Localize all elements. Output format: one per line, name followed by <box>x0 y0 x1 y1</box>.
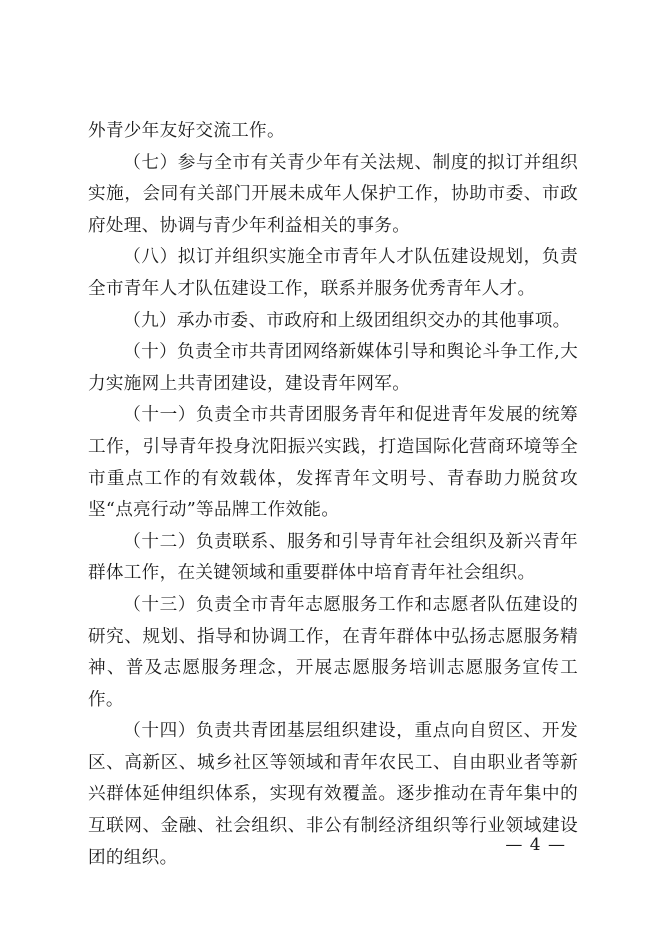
paragraph-item-11: （十一）负责全市共青团服务青年和促进青年发展的统筹工作，引导青年投身沈阳振兴实践，打造国际化营商环境等全市重点工作的有效载体，发挥青年文明号、青春助力脱贫攻坚“点亮行动”等品牌工作效能。 <box>88 405 578 521</box>
body-text <box>88 116 578 874</box>
paragraph-item-8: （八）拟订并组织实施全市青年人才队伍建设规划，负责全市青年人才队伍建设工作，联系并服务优秀青年人才。 <box>88 247 578 299</box>
paragraph-item-7: （七）参与全市有关青少年有关法规、制度的拟订并组织实施，会同有关部门开展未成年人保护工作，协助市委、市政府处理、协调与青少年利益相关的事务。 <box>88 152 578 236</box>
paragraph-item-13: （十三）负责全市青年志愿服务工作和志愿者队伍建设的研究、规划、指导和协调工作，在青年群体中弘扬志愿服务精神、普及志愿服务理念，开展志愿服务培训志愿服务宣传工作。 <box>88 594 578 710</box>
paragraph-item-9: （九）承办市委、市政府和上级团组织交办的其他事项。 <box>123 310 571 331</box>
page-number: — 4 — <box>505 835 566 855</box>
paragraph-item-12: （十二）负责联系、服务和引导青年社会组织及新兴青年群体工作，在关键领域和重要群体中培育青年社会组织。 <box>88 531 578 584</box>
paragraph-continuation: 外青少年友好交流工作。 <box>88 121 285 141</box>
paragraph-item-10: （十）负责全市共青团网络新媒体引导和舆论斗争工作,大力实施网上共青团建设，建设青年网军。 <box>88 342 578 394</box>
paragraph-item-14: （十四）负责共青团基层组织建设，重点向自贸区、开发区、高新区、城乡社区等领域和青年农民工、自由职业者等新兴群体延伸组织体系，实现有效覆盖。逐步推动在青年集中的互联网、金融、社会组织、非公有制经济组织等行业领域建设团的组织。 <box>88 721 578 868</box>
